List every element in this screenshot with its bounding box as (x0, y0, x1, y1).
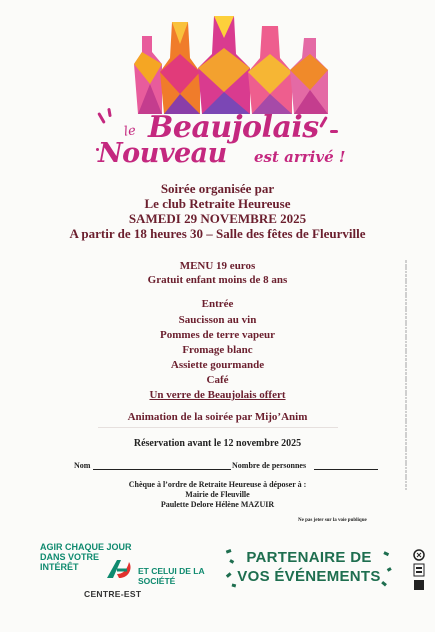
splash-decoration (97, 112, 106, 124)
menu-children: Gratuit enfant moins de 8 ans (147, 274, 288, 286)
menu-item: Saucisson au vin (178, 314, 257, 326)
menu-item: Assiette gourmande (170, 359, 265, 371)
event-time-place: A partir de 18 heures 30 – Salle des fêtes de Fleurville (69, 226, 366, 241)
name-label: Nom (74, 461, 91, 470)
animation: Animation de la soirée par Mijo’Anim (127, 411, 308, 423)
persons-label: Nombre de personnes (232, 461, 307, 470)
litter-note: Ne pas jeter sur la voie publique (298, 518, 367, 523)
menu-item: Pommes de terre vapeur (160, 329, 275, 341)
cheque-info (0, 480, 435, 510)
contacts: Paulette Delore Hélène MAZUIR (160, 500, 275, 509)
credit-agricole-sponsor (40, 542, 210, 602)
club-name: Le club Retraite Heureuse (144, 196, 291, 211)
title-beaujolais: Beaujolais (148, 110, 319, 145)
printer-credit-decoration (403, 260, 409, 490)
menu-item: Entrée (201, 298, 234, 310)
title-nouveau: Nouveau (98, 138, 227, 169)
cheque-line: Chèque à l’ordre de Retraite Heureuse à déposer à : (128, 480, 307, 489)
partner-line: VOS ÉVÉNEMENTS (237, 568, 381, 585)
menu-item: Café (206, 374, 229, 386)
splash-decoration (330, 130, 338, 133)
menu-item: Fromage blanc (182, 344, 253, 356)
partner-line: PARTENAIRE DE (246, 549, 372, 566)
recycle-icon (412, 548, 426, 594)
organised-by: Soirée organisée par (160, 181, 275, 196)
sponsor-slogan-left: AGIR CHAQUE JOUR DANS VOTRE INTÉRÊT (40, 542, 132, 572)
partner-banner (224, 548, 394, 594)
mairie: Mairie de Fleuville (185, 490, 250, 499)
divider (98, 427, 338, 428)
splash-decoration (319, 116, 328, 128)
title-le: le (123, 123, 137, 140)
menu-price: MENU 19 euros (179, 260, 256, 272)
menu-offer: Un verre de Beaujolais offert (149, 389, 286, 401)
sponsor-slogan-right: ET CELUI DE LA SOCIÉTÉ (138, 566, 205, 586)
event-title (0, 108, 435, 170)
reservation-deadline: Réservation avant le 12 novembre 2025 (133, 438, 302, 449)
title-est-arrive: est arrivé ! (254, 148, 346, 166)
wine-bottles-illustration (120, 14, 340, 114)
splash-decoration (107, 108, 112, 117)
credit-agricole-logo (103, 554, 135, 586)
sponsor-region: CENTRE-EST (84, 589, 142, 599)
event-date: SAMEDI 29 NOVEMBRE 2025 (128, 211, 307, 226)
